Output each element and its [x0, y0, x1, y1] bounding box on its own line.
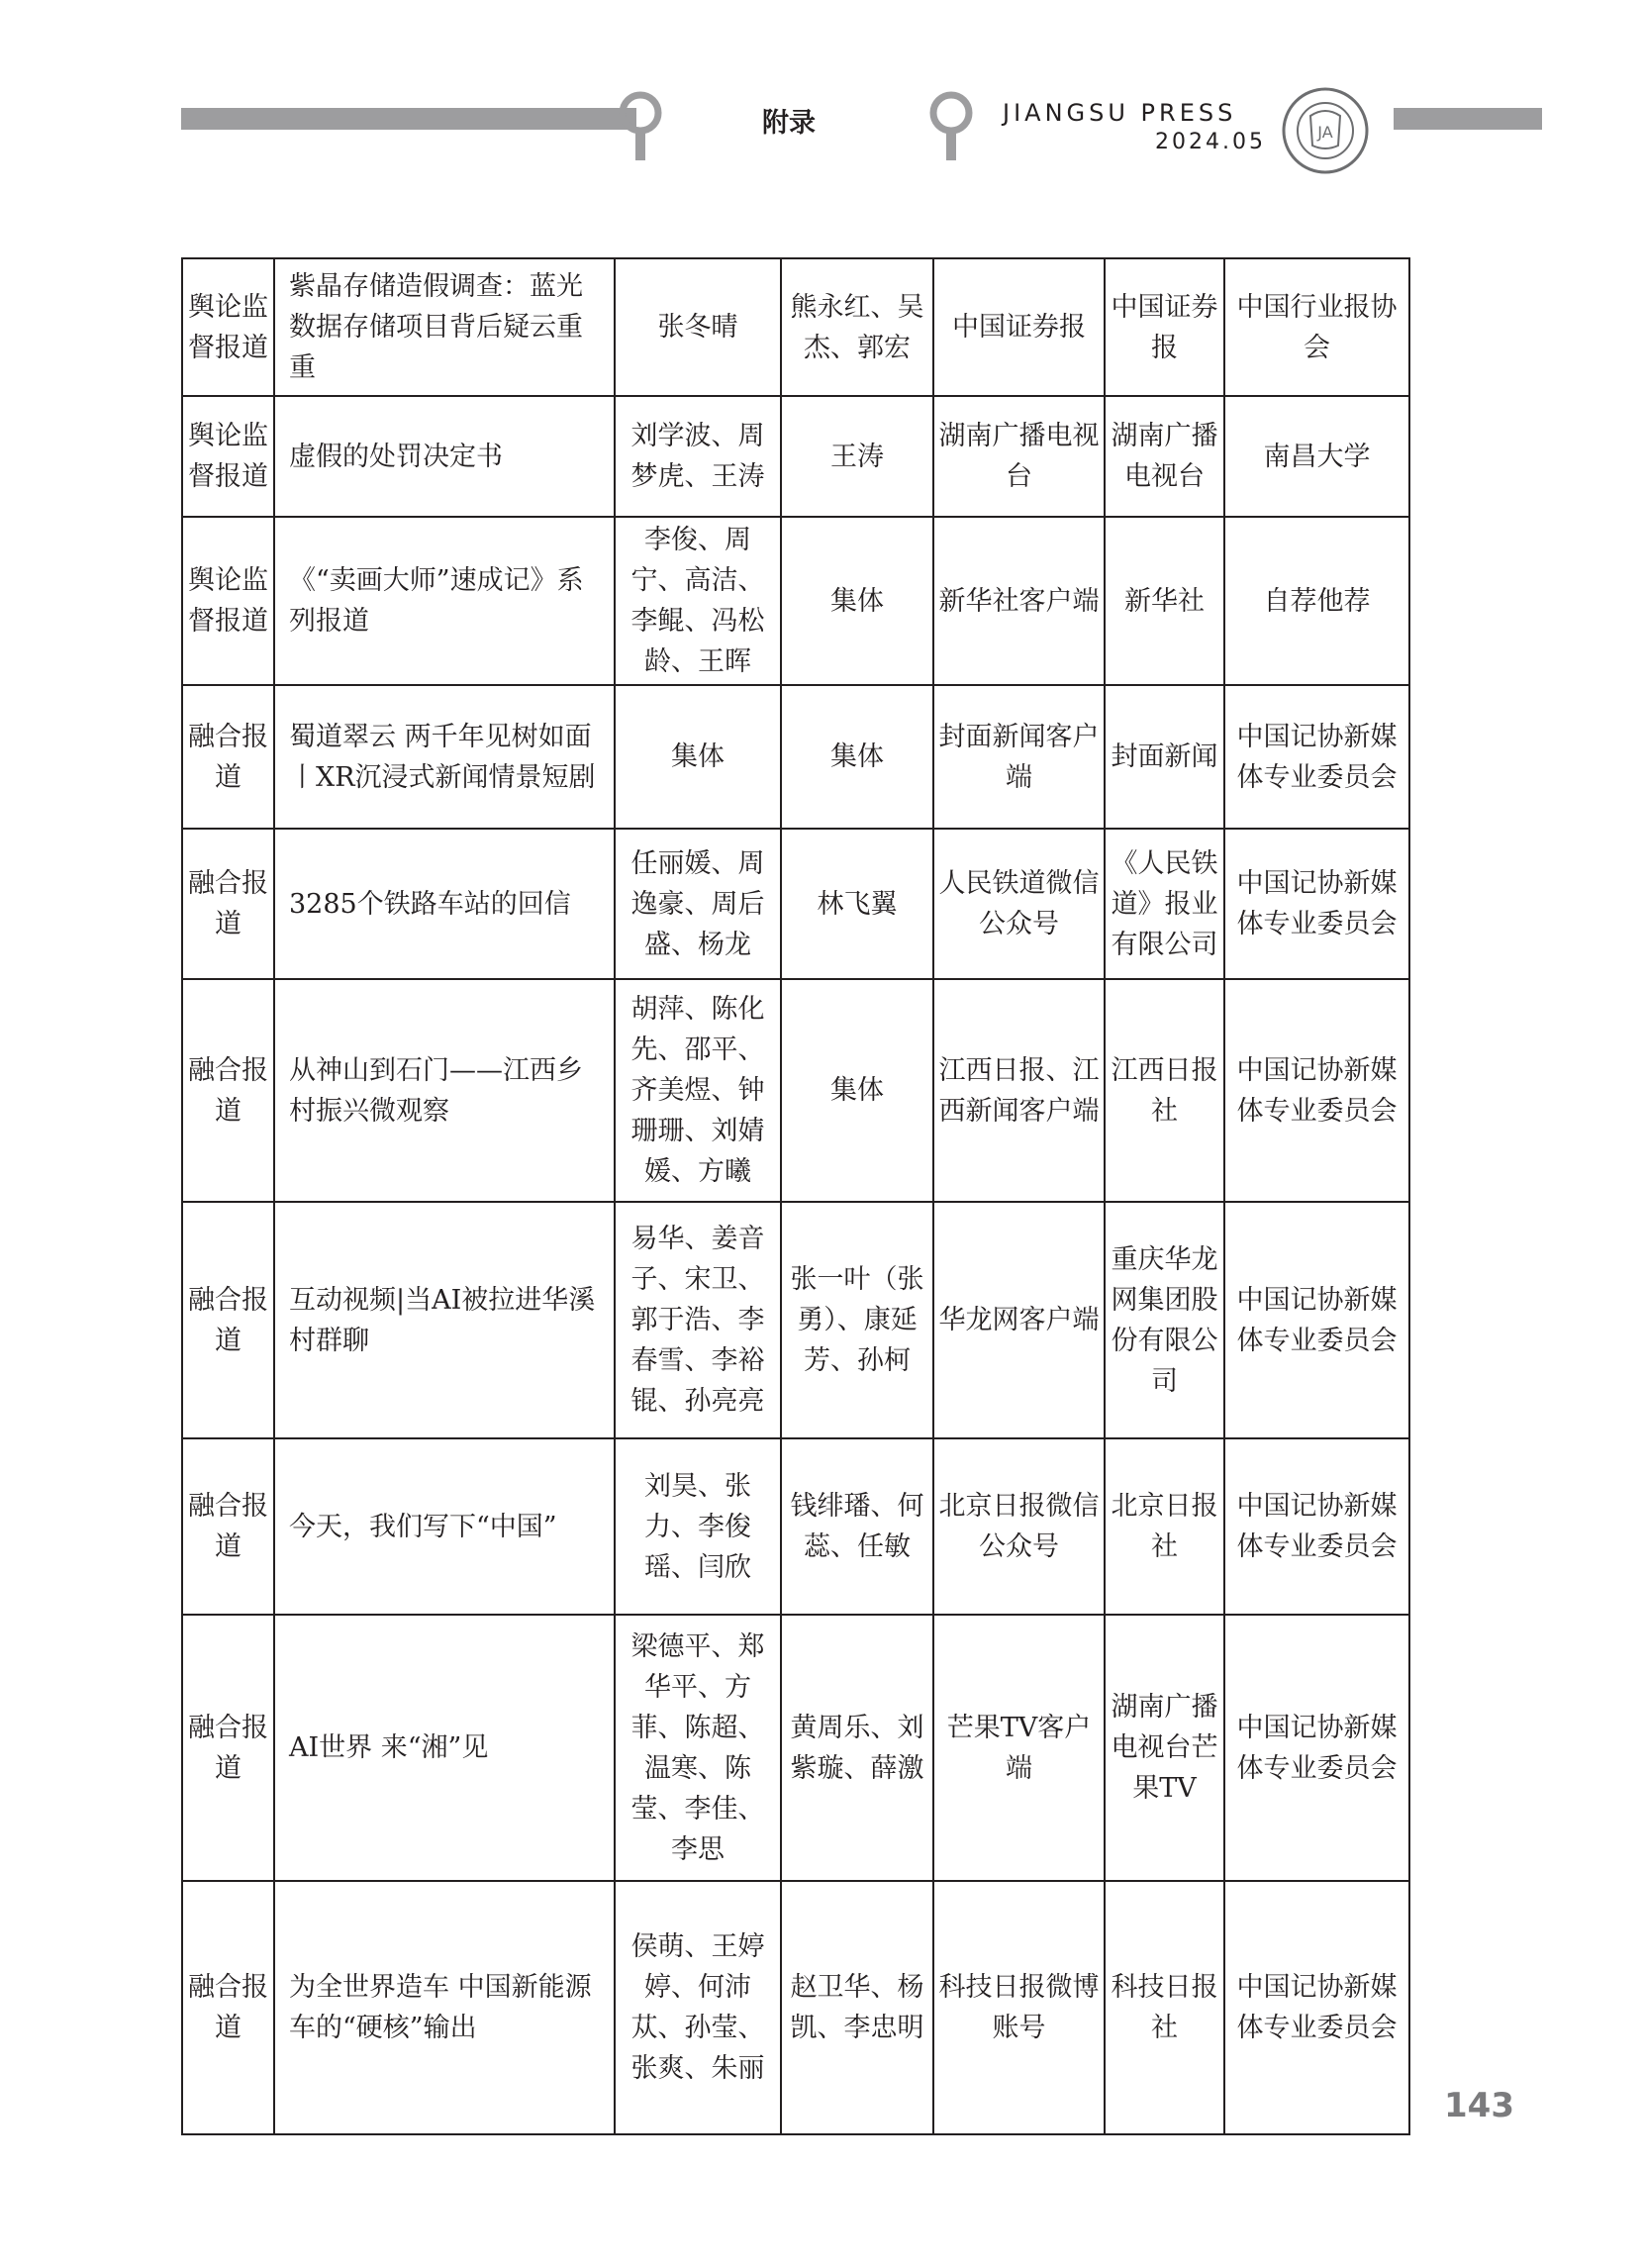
publisher-cell: 封面新闻	[1105, 685, 1224, 829]
award-table	[181, 257, 1410, 2135]
table-row	[182, 517, 1409, 685]
editors-cell: 黄周乐、刘紫璇、薛激	[781, 1615, 933, 1881]
table-row	[182, 396, 1409, 517]
platform-cell: 封面新闻客户端	[933, 685, 1105, 829]
table-row	[182, 1438, 1409, 1615]
publisher-cell: 湖南广播电视台	[1105, 396, 1224, 517]
authors-cell: 刘学波、周梦虎、王涛	[615, 396, 781, 517]
recommender-cell: 中国记协新媒体专业委员会	[1224, 829, 1409, 979]
platform-cell: 北京日报微信公众号	[933, 1438, 1105, 1615]
editors-cell: 张一叶（张勇）、康延芳、孙柯	[781, 1202, 933, 1438]
work-title-cell: 蜀道翠云 两千年见树如面丨XR沉浸式新闻情景短剧	[274, 685, 615, 829]
recommender-cell: 中国记协新媒体专业委员会	[1224, 1438, 1409, 1615]
platform-cell: 湖南广播电视台	[933, 396, 1105, 517]
recommender-cell: 南昌大学	[1224, 396, 1409, 517]
publisher-cell: 科技日报社	[1105, 1881, 1224, 2134]
category-cell: 融合报道	[182, 829, 274, 979]
publication-name: JIANGSU PRESS	[1003, 99, 1237, 127]
platform-cell: 华龙网客户端	[933, 1202, 1105, 1438]
work-title-cell: 《“卖画大师”速成记》系列报道	[274, 517, 615, 685]
platform-cell: 中国证券报	[933, 258, 1105, 396]
authors-cell: 梁德平、郑华平、方菲、陈超、温寒、陈莹、李佳、李思	[615, 1615, 781, 1881]
authors-cell: 张冬晴	[615, 258, 781, 396]
platform-cell: 人民铁道微信公众号	[933, 829, 1105, 979]
section-title: 附录	[762, 108, 816, 139]
pin-icon	[926, 91, 976, 162]
table-row	[182, 1615, 1409, 1881]
category-cell: 融合报道	[182, 1438, 274, 1615]
editors-cell: 集体	[781, 979, 933, 1202]
authors-cell: 任丽媛、周逸豪、周后盛、杨龙	[615, 829, 781, 979]
authors-cell: 易华、姜音子、宋卫、郭于浩、李春雪、李裕锟、孙亮亮	[615, 1202, 781, 1438]
editors-cell: 集体	[781, 517, 933, 685]
table-row	[182, 685, 1409, 829]
publisher-cell: 北京日报社	[1105, 1438, 1224, 1615]
editors-cell: 钱绯璠、何蕊、任敏	[781, 1438, 933, 1615]
recommender-cell: 中国记协新媒体专业委员会	[1224, 685, 1409, 829]
category-cell: 融合报道	[182, 1202, 274, 1438]
publisher-cell: 重庆华龙网集团股份有限公司	[1105, 1202, 1224, 1438]
work-title-cell: 为全世界造车 中国新能源车的“硬核”输出	[274, 1881, 615, 2134]
authors-cell: 侯萌、王婷婷、何沛苁、孙莹、张爽、朱丽	[615, 1881, 781, 2134]
work-title-cell: 从神山到石门——江西乡村振兴微观察	[274, 979, 615, 1202]
recommender-cell: 中国记协新媒体专业委员会	[1224, 979, 1409, 1202]
platform-cell: 新华社客户端	[933, 517, 1105, 685]
work-title-cell: 3285个铁路车站的回信	[274, 829, 615, 979]
category-cell: 融合报道	[182, 1881, 274, 2134]
work-title-cell: AI世界 来“湘”见	[274, 1615, 615, 1881]
category-cell: 舆论监督报道	[182, 517, 274, 685]
table-row	[182, 829, 1409, 979]
publisher-cell: 中国证券报	[1105, 258, 1224, 396]
page-number: 143	[1444, 2086, 1514, 2125]
work-title-cell: 今天，我们写下“中国”	[274, 1438, 615, 1615]
editors-cell: 集体	[781, 685, 933, 829]
recommender-cell: 中国记协新媒体专业委员会	[1224, 1202, 1409, 1438]
table-row	[182, 1881, 1409, 2134]
work-title-cell: 紫晶存储造假调查：蓝光数据存储项目背后疑云重重	[274, 258, 615, 396]
recommender-cell: 中国行业报协会	[1224, 258, 1409, 396]
category-cell: 融合报道	[182, 685, 274, 829]
platform-cell: 科技日报微博账号	[933, 1881, 1105, 2134]
issue-date: 2024.05	[1155, 130, 1266, 154]
platform-cell: 江西日报、江西新闻客户端	[933, 979, 1105, 1202]
recommender-cell: 中国记协新媒体专业委员会	[1224, 1615, 1409, 1881]
publisher-cell: 新华社	[1105, 517, 1224, 685]
recommender-cell: 自荐他荐	[1224, 517, 1409, 685]
seal-logo-icon	[1281, 86, 1370, 175]
publisher-cell: 湖南广播电视台芒果TV	[1105, 1615, 1224, 1881]
svg-text:JA: JA	[1317, 123, 1333, 142]
category-cell: 舆论监督报道	[182, 396, 274, 517]
editors-cell: 王涛	[781, 396, 933, 517]
pin-icon	[616, 91, 665, 162]
editors-cell: 赵卫华、杨凯、李忠明	[781, 1881, 933, 2134]
authors-cell: 集体	[615, 685, 781, 829]
table-row	[182, 258, 1409, 396]
authors-cell: 刘昊、张力、李俊瑶、闫欣	[615, 1438, 781, 1615]
publisher-cell: 《人民铁道》报业有限公司	[1105, 829, 1224, 979]
publisher-cell: 江西日报社	[1105, 979, 1224, 1202]
editors-cell: 熊永红、吴杰、郭宏	[781, 258, 933, 396]
authors-cell: 胡萍、陈化先、邵平、齐美煜、钟珊珊、刘婧媛、方曦	[615, 979, 781, 1202]
category-cell: 舆论监督报道	[182, 258, 274, 396]
editors-cell: 林飞翼	[781, 829, 933, 979]
recommender-cell: 中国记协新媒体专业委员会	[1224, 1881, 1409, 2134]
platform-cell: 芒果TV客户端	[933, 1615, 1105, 1881]
table-row	[182, 979, 1409, 1202]
category-cell: 融合报道	[182, 979, 274, 1202]
work-title-cell: 虚假的处罚决定书	[274, 396, 615, 517]
authors-cell: 李俊、周宁、高洁、李鲲、冯松龄、王晖	[615, 517, 781, 685]
table-row	[182, 1202, 1409, 1438]
work-title-cell: 互动视频|当AI被拉进华溪村群聊	[274, 1202, 615, 1438]
header-bar-left	[181, 108, 636, 130]
category-cell: 融合报道	[182, 1615, 274, 1881]
header-bar-right	[1394, 108, 1542, 130]
